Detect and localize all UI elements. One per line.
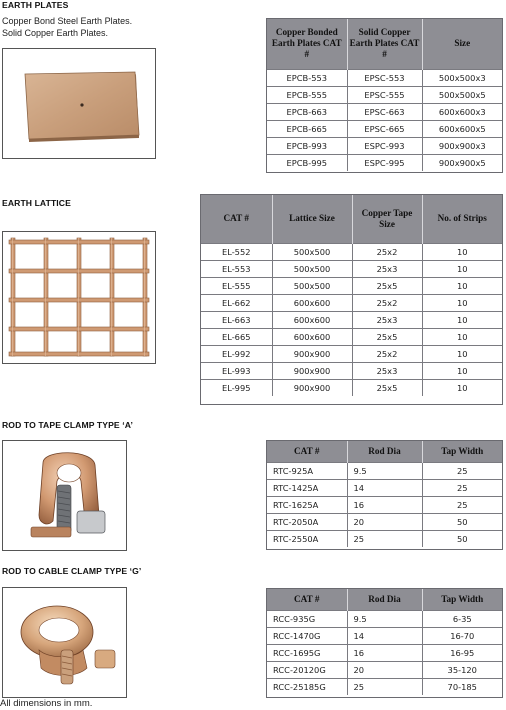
table-cell: 10 xyxy=(422,362,502,379)
clamp-a-heading: ROD TO TAPE CLAMP TYPE ‘A’ xyxy=(2,420,134,430)
table-cell: 10 xyxy=(422,379,502,396)
table-cell: EPCB-995 xyxy=(267,154,347,171)
table-row xyxy=(267,462,502,479)
table-cell: 35-120 xyxy=(422,661,502,678)
table-cell: 16 xyxy=(347,496,422,513)
table-cell: 25 xyxy=(422,479,502,496)
table-cell: 10 xyxy=(422,311,502,328)
table-cell: 25x2 xyxy=(352,243,422,260)
table-cell: EL-995 xyxy=(201,379,272,396)
table-cell: EL-553 xyxy=(201,260,272,277)
table-cell: EL-662 xyxy=(201,294,272,311)
clamp-g-table-container xyxy=(266,588,503,698)
table-cell: 10 xyxy=(422,294,502,311)
table-cell: EPCB-665 xyxy=(267,120,347,137)
table-cell: 25x5 xyxy=(352,277,422,294)
table-cell: 6-35 xyxy=(422,610,502,627)
table-row xyxy=(201,260,502,277)
column-header: Copper Tape Size xyxy=(352,195,422,243)
earth-plates-description-1: Copper Bond Steel Earth Plates. xyxy=(2,16,133,26)
table-cell: 9.5 xyxy=(347,610,422,627)
table-row xyxy=(201,243,502,260)
table-cell: 900x900 xyxy=(272,345,352,362)
table-cell: EL-552 xyxy=(201,243,272,260)
table-cell: RCC-1470G xyxy=(267,627,347,644)
table-cell: 10 xyxy=(422,260,502,277)
table-cell: 20 xyxy=(347,513,422,530)
table-cell: 600x600 xyxy=(272,294,352,311)
table-cell: 900x900 xyxy=(272,362,352,379)
table-cell: 900x900x3 xyxy=(422,137,502,154)
table-cell: 50 xyxy=(422,530,502,547)
table-cell: EL-555 xyxy=(201,277,272,294)
earth-lattice-photo xyxy=(2,231,156,364)
table-cell: 600x600x5 xyxy=(422,120,502,137)
table-cell: 25x5 xyxy=(352,328,422,345)
table-cell: 500x500 xyxy=(272,277,352,294)
table-row xyxy=(267,610,502,627)
table-cell: 25 xyxy=(422,462,502,479)
table-cell: 500x500 xyxy=(272,260,352,277)
table-row xyxy=(201,379,502,396)
table-cell: 10 xyxy=(422,277,502,294)
table-cell: 25 xyxy=(347,530,422,547)
column-header: CAT # xyxy=(267,589,347,610)
table-cell: 600x600 xyxy=(272,328,352,345)
table-row xyxy=(267,678,502,695)
table-row xyxy=(267,137,502,154)
table-row xyxy=(201,345,502,362)
column-header: No. of Strips xyxy=(422,195,502,243)
table-cell: RTC-2550A xyxy=(267,530,347,547)
earth-lattice-image xyxy=(3,232,155,363)
table-cell: 900x900 xyxy=(272,379,352,396)
clamp-g-photo xyxy=(2,587,127,698)
table-cell: 20 xyxy=(347,661,422,678)
column-header: Tap Width xyxy=(422,441,502,462)
table-cell: ESPC-993 xyxy=(347,137,422,154)
table-cell: 25x2 xyxy=(352,345,422,362)
table-cell: 25 xyxy=(422,496,502,513)
table-cell: 50 xyxy=(422,513,502,530)
table-cell: EPCB-993 xyxy=(267,137,347,154)
column-header: Copper Bonded Earth Plates CAT # xyxy=(267,19,347,69)
column-header: Lattice Size xyxy=(272,195,352,243)
table-cell: 16-95 xyxy=(422,644,502,661)
table-cell: 600x600x3 xyxy=(422,103,502,120)
column-header: Solid Copper Earth Plates CAT # xyxy=(347,19,422,69)
table-cell: ESPC-995 xyxy=(347,154,422,171)
table-row xyxy=(267,530,502,547)
table-cell: RCC-25185G xyxy=(267,678,347,695)
table-row xyxy=(267,513,502,530)
column-header: Tap Width xyxy=(422,589,502,610)
table-cell: EPSC-665 xyxy=(347,120,422,137)
table-row xyxy=(267,661,502,678)
table-row xyxy=(267,627,502,644)
earth-lattice-table xyxy=(201,195,502,396)
table-row xyxy=(201,294,502,311)
table-row xyxy=(201,311,502,328)
table-cell: 600x600 xyxy=(272,311,352,328)
earth-plates-table xyxy=(267,19,502,171)
table-row xyxy=(201,362,502,379)
table-row xyxy=(201,277,502,294)
table-cell: 500x500x5 xyxy=(422,86,502,103)
table-cell: 900x900x5 xyxy=(422,154,502,171)
column-header: Size xyxy=(422,19,502,69)
table-cell: 10 xyxy=(422,345,502,362)
table-cell: 25x3 xyxy=(352,311,422,328)
table-cell: EPCB-555 xyxy=(267,86,347,103)
table-cell: EL-993 xyxy=(201,362,272,379)
earth-plates-heading: EARTH PLATES xyxy=(2,0,69,10)
table-cell: 25x2 xyxy=(352,294,422,311)
table-cell: 16 xyxy=(347,644,422,661)
table-cell: 25x5 xyxy=(352,379,422,396)
table-cell: EPCB-663 xyxy=(267,103,347,120)
earth-plate-photo xyxy=(2,48,156,159)
table-cell: 500x500 xyxy=(272,243,352,260)
table-cell: EPSC-555 xyxy=(347,86,422,103)
table-cell: 25x3 xyxy=(352,260,422,277)
table-cell: RTC-925A xyxy=(267,462,347,479)
table-cell: 70-185 xyxy=(422,678,502,695)
column-header: Rod Dia xyxy=(347,589,422,610)
table-cell: RTC-1625A xyxy=(267,496,347,513)
table-cell: RTC-2050A xyxy=(267,513,347,530)
table-cell: 9.5 xyxy=(347,462,422,479)
table-row xyxy=(267,69,502,86)
table-row xyxy=(267,154,502,171)
table-cell: 25x3 xyxy=(352,362,422,379)
table-cell: 25 xyxy=(347,678,422,695)
table-cell: RCC-1695G xyxy=(267,644,347,661)
table-row xyxy=(201,328,502,345)
earth-plates-table-container xyxy=(266,18,503,173)
table-row xyxy=(267,103,502,120)
table-cell: EL-663 xyxy=(201,311,272,328)
table-cell: 14 xyxy=(347,627,422,644)
clamp-a-table xyxy=(267,441,502,547)
table-cell: RCC-935G xyxy=(267,610,347,627)
dimensions-note: All dimensions in mm. xyxy=(0,698,93,709)
table-cell: 10 xyxy=(422,243,502,260)
column-header: CAT # xyxy=(267,441,347,462)
clamp-g-table xyxy=(267,589,502,695)
table-cell: 10 xyxy=(422,328,502,345)
table-cell: 16-70 xyxy=(422,627,502,644)
earth-plate-image xyxy=(3,49,155,158)
table-cell: RCC-20120G xyxy=(267,661,347,678)
table-row xyxy=(267,120,502,137)
earth-lattice-table-container xyxy=(200,194,503,405)
table-cell: EL-992 xyxy=(201,345,272,362)
table-cell: 14 xyxy=(347,479,422,496)
table-cell: RTC-1425A xyxy=(267,479,347,496)
table-row xyxy=(267,479,502,496)
column-header: Rod Dia xyxy=(347,441,422,462)
clamp-a-photo xyxy=(2,440,127,551)
table-cell: EPSC-663 xyxy=(347,103,422,120)
clamp-a-image xyxy=(3,441,126,550)
clamp-g-image xyxy=(3,588,126,697)
earth-lattice-heading: EARTH LATTICE xyxy=(2,198,71,208)
table-row xyxy=(267,496,502,513)
table-cell: EL-665 xyxy=(201,328,272,345)
table-cell: 500x500x3 xyxy=(422,69,502,86)
table-row xyxy=(267,644,502,661)
column-header: CAT # xyxy=(201,195,272,243)
clamp-g-heading: ROD TO CABLE CLAMP TYPE ‘G’ xyxy=(2,566,142,576)
table-cell: EPSC-553 xyxy=(347,69,422,86)
earth-plates-description-2: Solid Copper Earth Plates. xyxy=(2,28,109,38)
clamp-a-table-container xyxy=(266,440,503,550)
table-row xyxy=(267,86,502,103)
table-cell: EPCB-553 xyxy=(267,69,347,86)
